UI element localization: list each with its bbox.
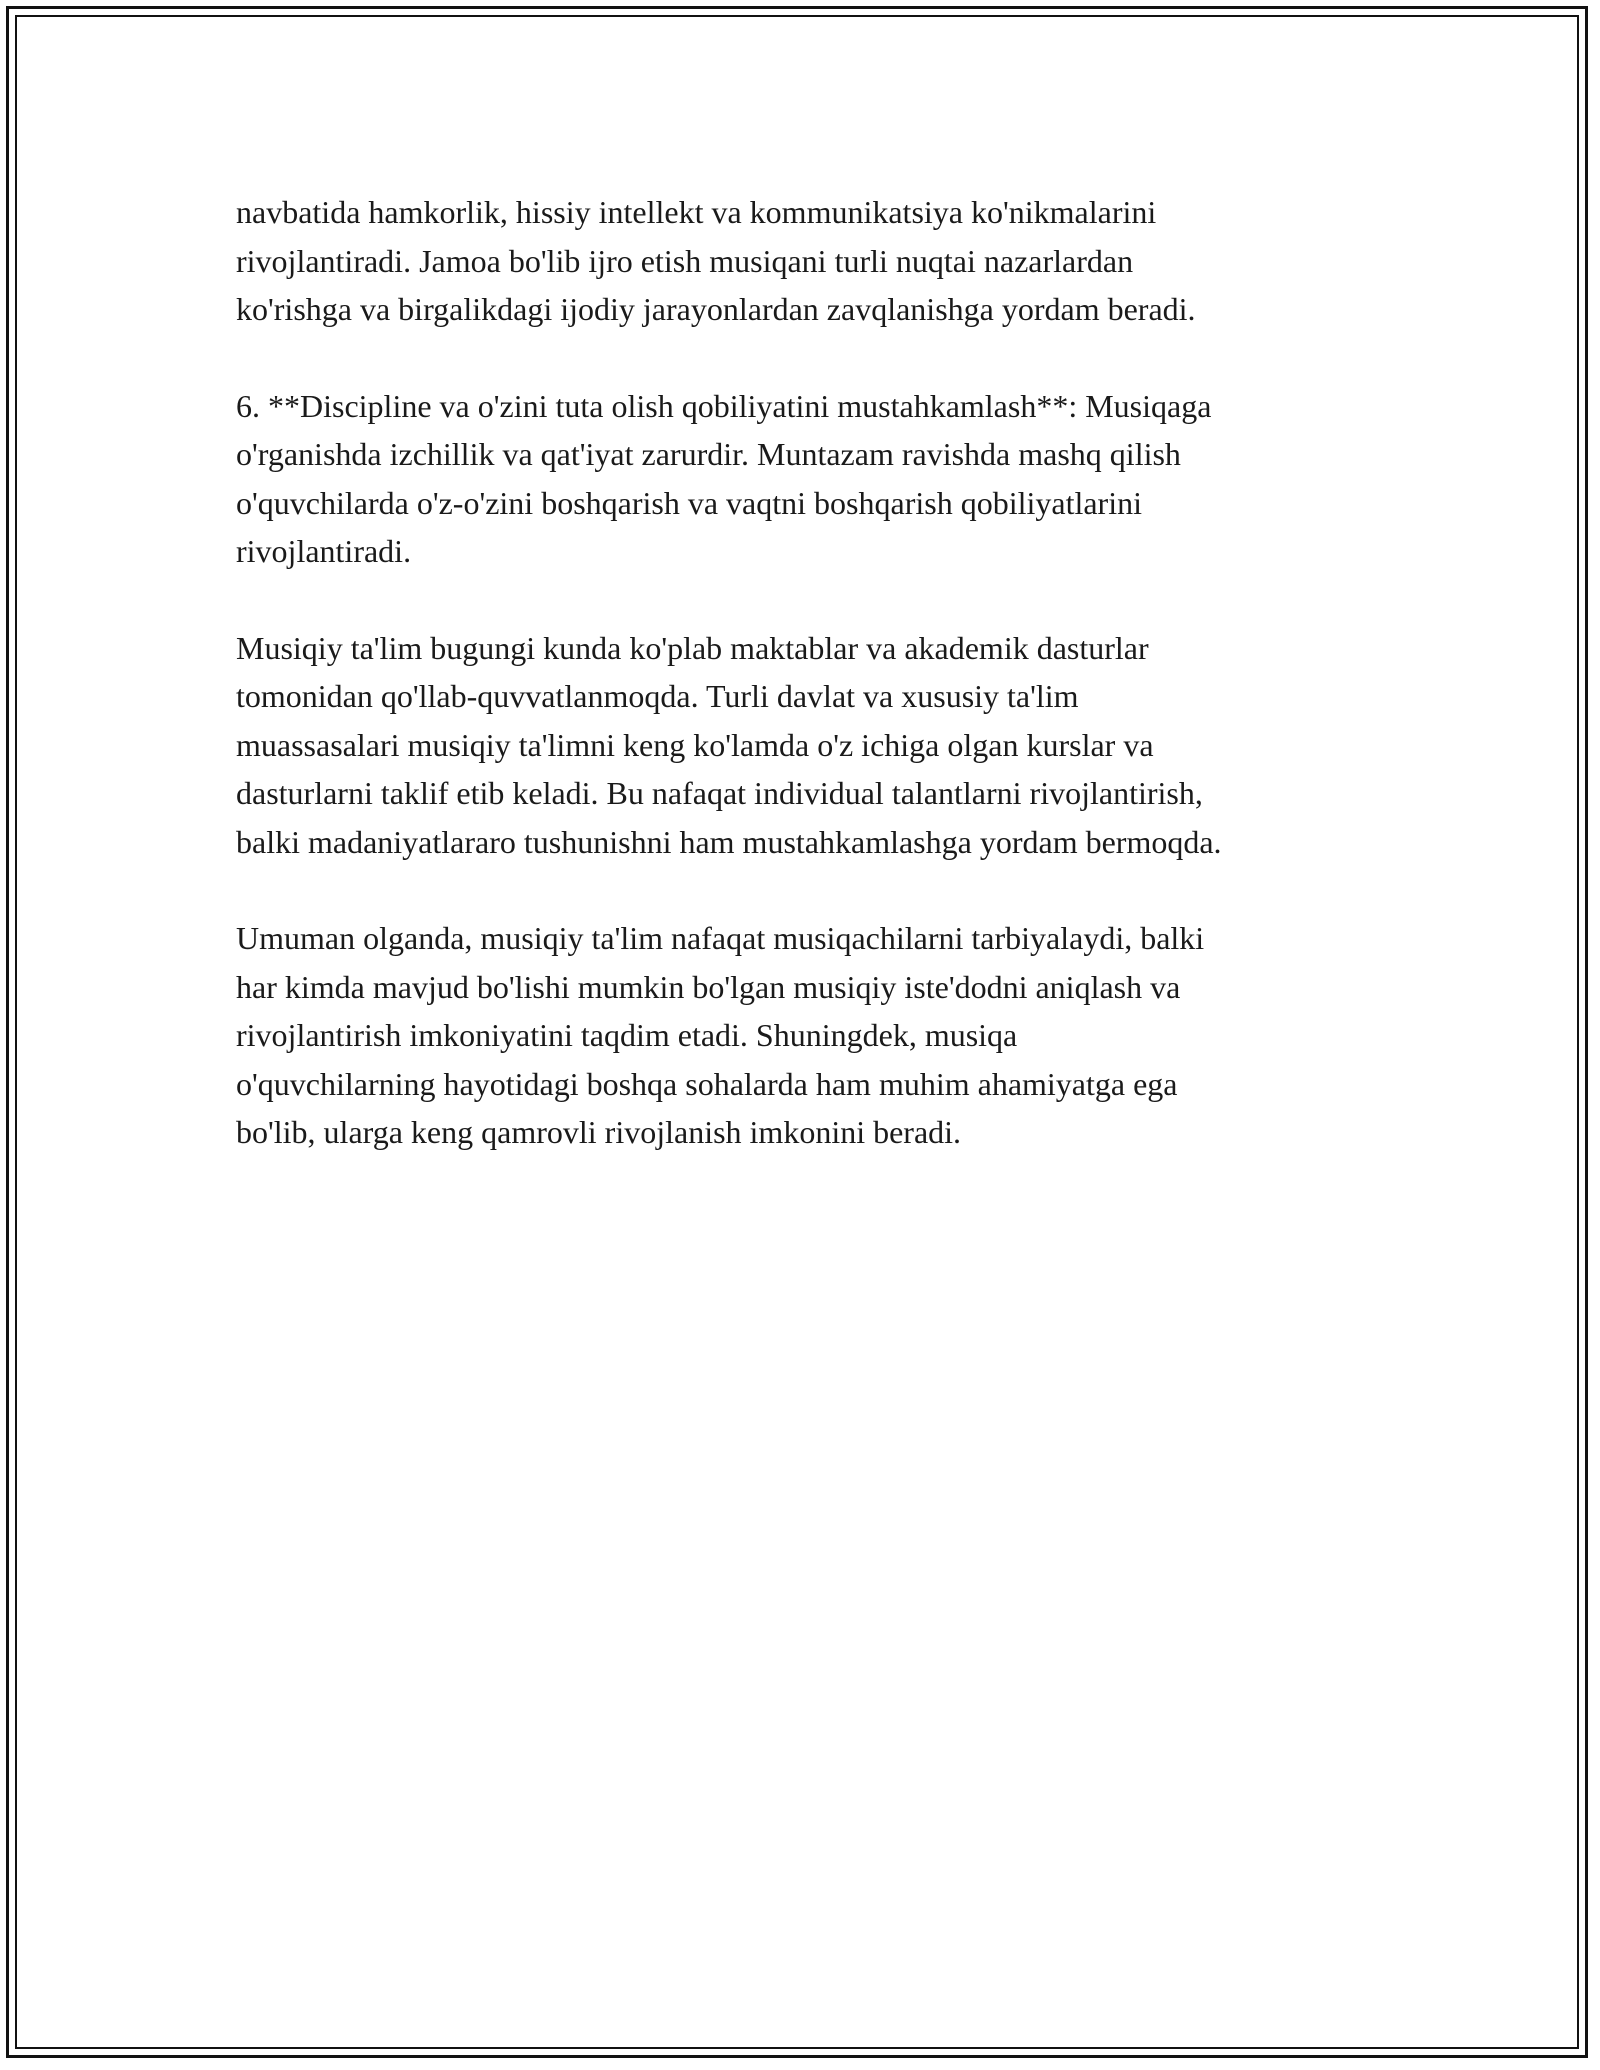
text-line: har kimda mavjud bo'lishi mumkin bo'lgan musiqiy iste'dodni aniqlash va xyxy=(236,968,1181,1005)
text-line: rivojlantirish imkoniyatini taqdim etadi. Shuningdek, musiqa xyxy=(236,1017,1018,1053)
text-line: muassasalari musiqiy ta'limni keng ko'lamda o'z ichiga olgan kurslar va xyxy=(236,726,1154,763)
text-line: dasturlarni taklif etib keladi. Bu nafaqat individual talantlarni rivojlantirish, xyxy=(236,775,1203,811)
text-line: navbatida hamkorlik, hissiy intellekt va kommunikatsiya ko'nikmalarini xyxy=(236,194,1157,230)
paragraph-collaboration xyxy=(236,188,1376,334)
text-line: rivojlantiradi. xyxy=(236,533,412,569)
paragraph-discipline xyxy=(236,382,1376,576)
text-line: balki madaniyatlararo tushunishni ham mustahkamlashga yordam bermoqda. xyxy=(236,823,1222,860)
text-line: Umuman olganda, musiqiy ta'lim nafaqat musiqachilarni tarbiyalaydi, balki xyxy=(236,920,1205,956)
paragraph-institutions xyxy=(236,624,1376,867)
text-line: o'quvchilarning hayotidagi boshqa sohalarda ham muhim ahamiyatga ega xyxy=(236,1065,1178,1102)
text-line: ko'rishga va birgalikdagi ijodiy jarayonlardan zavqlanishga yordam beradi. xyxy=(236,291,1196,327)
text-line: o'quvchilarda o'z-o'zini boshqarish va vaqtni boshqarish qobiliyatlarini xyxy=(236,484,1142,521)
text-line: Musiqiy ta'lim bugungi kunda ko'plab maktablar va akademik dasturlar xyxy=(236,629,1149,666)
paragraph-conclusion xyxy=(236,914,1376,1157)
text-line: tomonidan qo'llab-quvvatlanmoqda. Turli davlat va xususiy ta'lim xyxy=(236,678,1079,714)
text-line: o'rganishda izchillik va qat'iyat zarurdir. Muntazam ravishda mashq qilish xyxy=(236,436,1181,472)
text-line: bo'lib, ularga keng qamrovli rivojlanish imkonini beradi. xyxy=(236,1114,962,1150)
text-line: rivojlantiradi. Jamoa bo'lib ijro etish musiqani turli nuqtai nazarlardan xyxy=(236,242,1134,279)
document-body xyxy=(236,188,1376,1205)
text-line: 6. **Discipline va o'zini tuta olish qobiliyatini mustahkamlash**: Musiqaga xyxy=(236,387,1212,424)
